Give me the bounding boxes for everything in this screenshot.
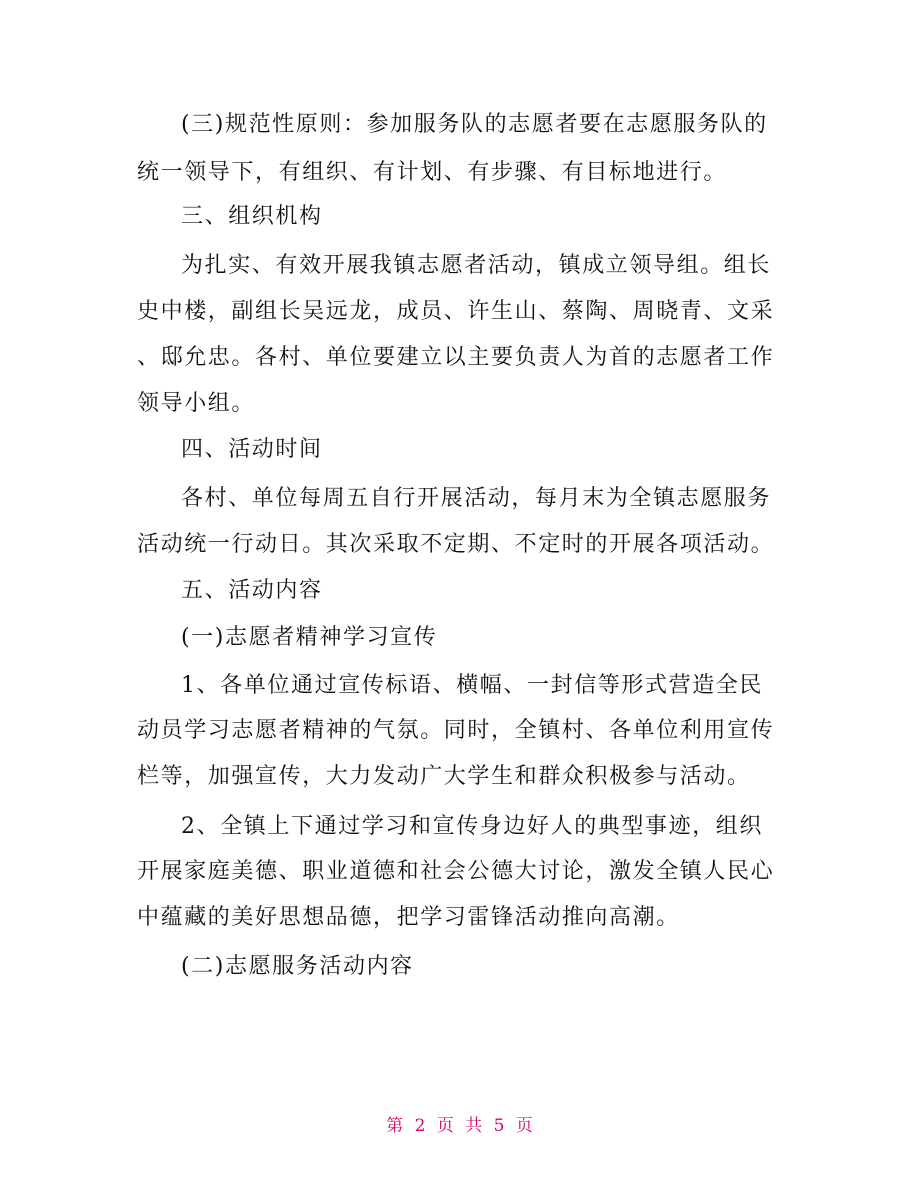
- paragraph-line: 1、各单位通过宣传标语、横幅、一封信等形式营造全民: [181, 673, 763, 698]
- paragraph-line: 各村、单位每周五自行开展活动，每月末为全镇志愿服务: [181, 486, 772, 511]
- footer-current-page: 2: [414, 1116, 427, 1136]
- paragraph-line: 领导小组。: [137, 391, 256, 416]
- footer-suffix: 页: [515, 1116, 534, 1136]
- page-footer: [0, 1111, 920, 1136]
- paragraph-line: 活动统一行动日。其次采取不定期、不定时的开展各项活动。: [137, 532, 775, 557]
- section-heading: 四、活动时间: [181, 437, 323, 462]
- paragraph-line: 为扎实、有效开展我镇志愿者活动，镇成立领导组。组长: [181, 253, 772, 278]
- subsection-heading: (二)志愿服务活动内容: [181, 954, 414, 979]
- paragraph-line: 栏等，加强宣传，大力发动广大学生和群众积极参与活动。: [137, 764, 751, 789]
- paragraph-line: (三)规范性原则：参加服务队的志愿者要在志愿服务队的: [181, 112, 768, 137]
- paragraph-line: 2、全镇上下通过学习和宣传身边好人的典型事迹，组织: [181, 814, 763, 839]
- paragraph-line: 史中楼，副组长吴远龙，成员、许生山、蔡陶、周晓青、文采: [137, 299, 775, 324]
- section-heading: 五、活动内容: [181, 578, 323, 603]
- paragraph-line: 开展家庭美德、职业道德和社会公德大讨论，激发全镇人民心: [137, 859, 775, 884]
- footer-total-label: 共: [465, 1116, 484, 1136]
- subsection-heading: (一)志愿者精神学习宣传: [181, 625, 438, 650]
- paragraph-line: 动员学习志愿者精神的气氛。同时，全镇村、各单位利用宣传: [137, 718, 775, 743]
- footer-total-pages: 5: [493, 1116, 506, 1136]
- paragraph-line: 统一领导下，有组织、有计划、有步骤、有目标地进行。: [137, 160, 728, 185]
- paragraph-line: 中蕴藏的美好思想品德，把学习雷锋活动推向高潮。: [137, 905, 680, 930]
- paragraph-line: 、邸允忠。各村、单位要建立以主要负责人为首的志愿者工作: [137, 345, 775, 370]
- section-heading: 三、组织机构: [181, 204, 323, 229]
- footer-prefix: 第: [386, 1116, 405, 1136]
- footer-page-label: 页: [436, 1116, 455, 1136]
